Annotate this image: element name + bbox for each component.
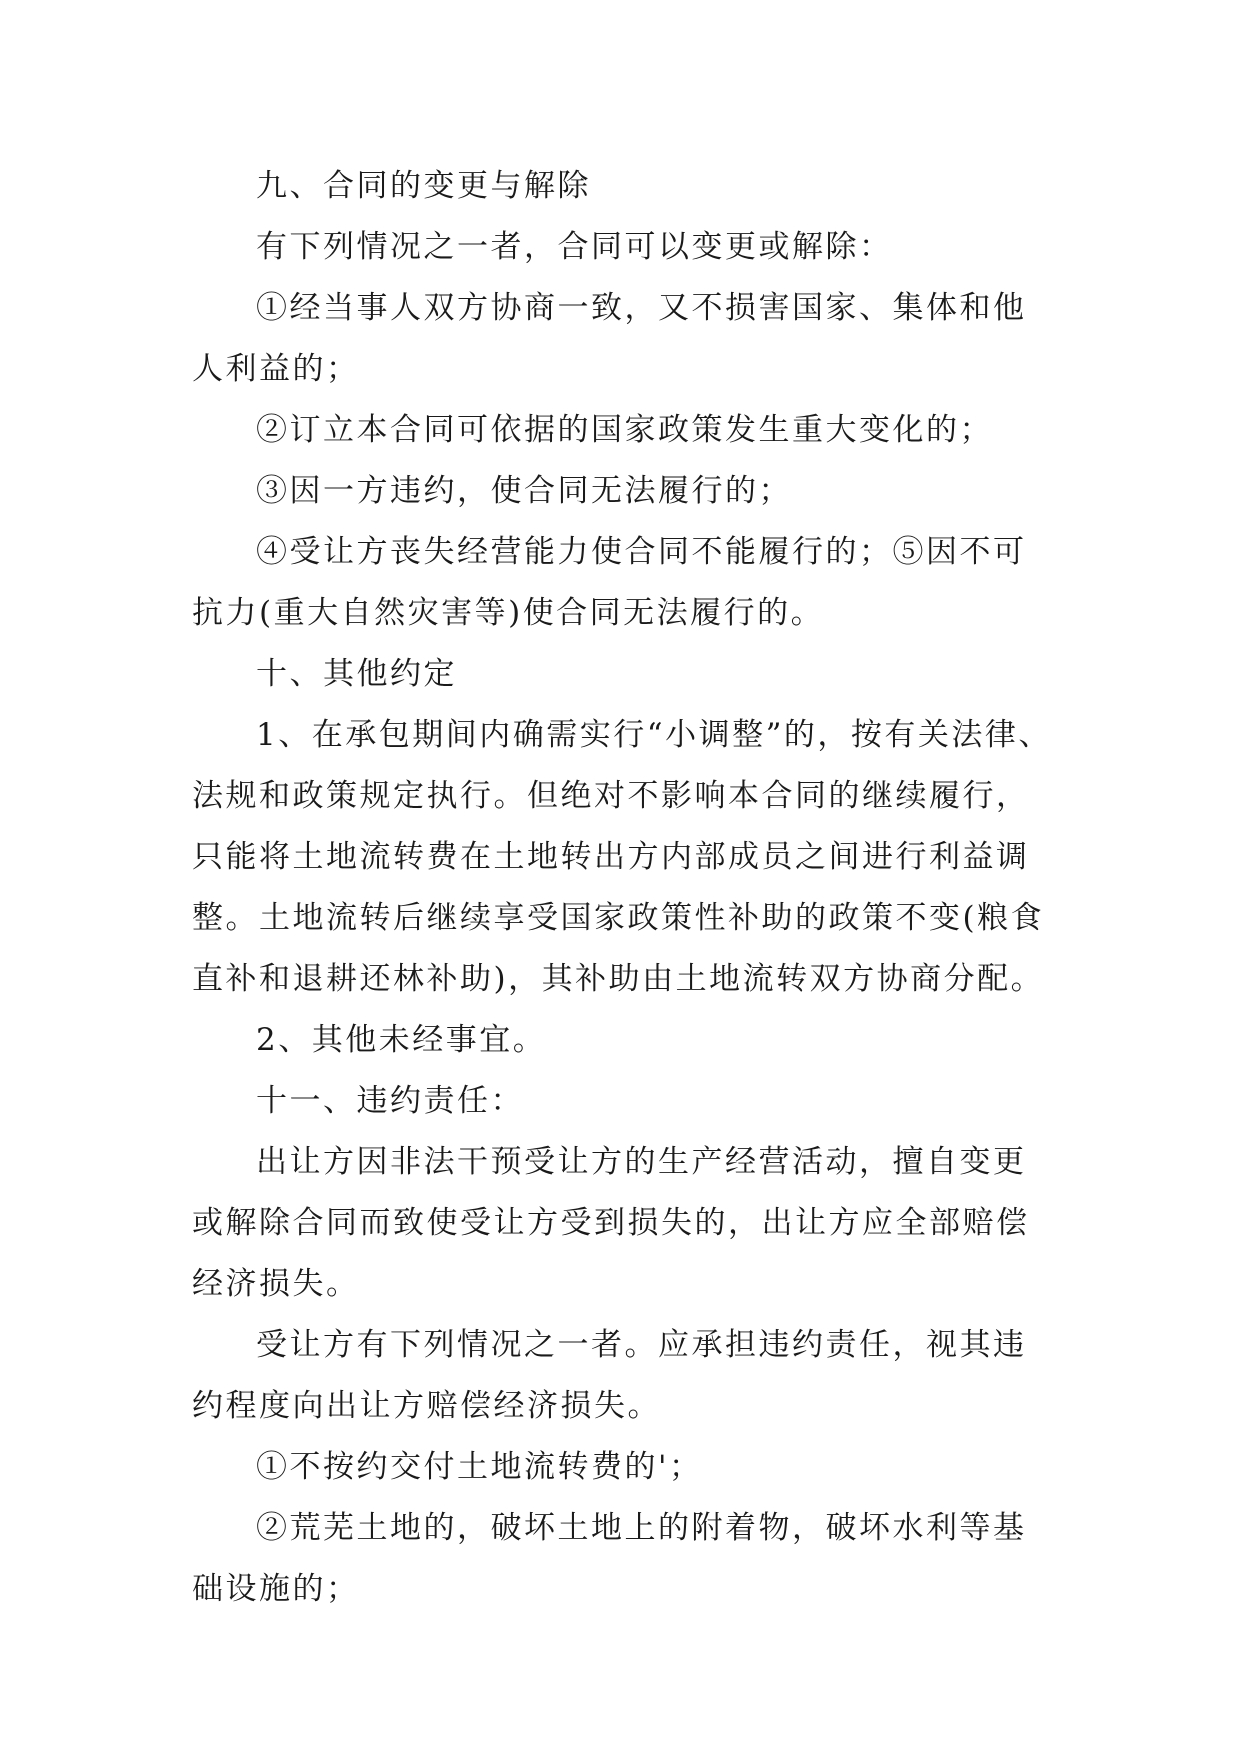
list-item: ①不按约交付土地流转费的'； <box>256 1449 703 1485</box>
section-heading-9: 九、合同的变更与解除 <box>256 168 591 204</box>
section-heading-10: 十、其他约定 <box>256 656 457 692</box>
paragraph: 受让方有下列情况之一者。应承担违约责任，视其违约程度向出让方赔偿经济损失。 <box>192 1327 1027 1424</box>
paragraph: 2、其他未经事宜。 <box>256 1022 547 1058</box>
list-item: ①经当事人双方协商一致，又不损害国家、集体和他人利益的； <box>192 290 1027 387</box>
list-item: ②订立本合同可依据的国家政策发生重大变化的； <box>256 412 993 448</box>
list-item: ②荒芜土地的，破坏土地上的附着物，破坏水利等基础设施的； <box>192 1510 1027 1607</box>
document-body <box>192 156 1052 1620</box>
section-heading-11: 十一、违约责任： <box>256 1083 524 1119</box>
list-item: ③因一方违约，使合同无法履行的； <box>256 473 792 509</box>
paragraph: 出让方因非法干预受让方的生产经营活动，擅自变更或解除合同而致使受让方受到损失的，出让方应全部赔偿经济损失。 <box>192 1144 1030 1302</box>
paragraph: 1、在承包期间内确需实行“小调整”的，按有关法律、法规和政策规定执行。但绝对不影响本合同的继续履行，只能将土地流转费在土地转出方内部成员之间进行利益调整。土地流转后继续享受国家政策性补助的政策不变(粮食直补和退耕还林补助)，其补助由土地流转双方协商分配。 <box>192 717 1052 997</box>
paragraph: 有下列情况之一者，合同可以变更或解除： <box>256 229 893 265</box>
list-item: ④受让方丧失经营能力使合同不能履行的；⑤因不可抗力(重大自然灾害等)使合同无法履行的。 <box>192 534 1027 631</box>
